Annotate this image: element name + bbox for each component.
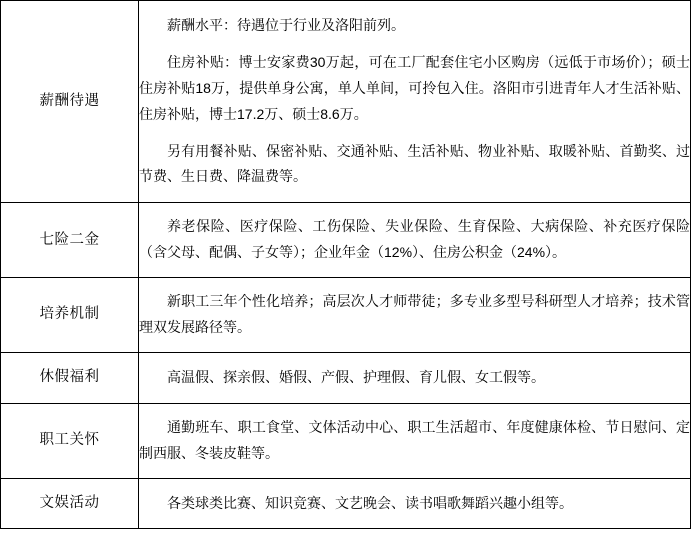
row-label-holiday: 休假福利 [1,352,139,403]
row-label-compensation: 薪酬待遇 [1,1,139,203]
paragraph: 高温假、探亲假、婚假、产假、护理假、育儿假、女工假等。 [167,368,545,385]
row-content-care [139,403,691,478]
row-label-training: 培养机制 [1,278,139,353]
paragraph: 薪酬水平：待遇位于行业及洛阳前列。 [167,17,405,33]
table-row [1,478,691,529]
row-label-care: 职工关怀 [1,403,139,478]
paragraph: 另有用餐补贴、保密补贴、交通补贴、生活补贴、物业补贴、取暖补贴、首勤奖、过节费、生日费、降温费等。 [139,142,690,185]
row-content-culture [139,478,691,529]
paragraph: 各类球类比赛、知识竞赛、文艺晚会、读书唱歌舞蹈兴趣小组等。 [167,494,573,511]
paragraph: 通勤班车、职工食堂、文体活动中心、职工生活超市、年度健康体检、节日慰问、定制西服、冬装皮鞋等。 [139,418,690,461]
table-row [1,1,691,203]
row-label-insurance: 七险二金 [1,203,139,278]
row-content-compensation [139,1,691,203]
table-row [1,352,691,403]
table-body [1,1,691,529]
paragraph: 住房补贴：博士安家费30万起，可在工厂配套住宅小区购房（远低于市场价）；硕士住房补贴18万，提供单身公寓，单人单间，可拎包入住。洛阳市引进青年人才生活补贴、住房补贴，博士17.2万、硕士8.6万。 [139,53,690,122]
table-row [1,403,691,478]
table-row [1,203,691,278]
row-content-holiday [139,352,691,403]
table-row [1,278,691,353]
row-label-culture: 文娱活动 [1,478,139,529]
row-content-training [139,278,691,353]
row-content-insurance [139,203,691,278]
paragraph: 新职工三年个性化培养；高层次人才师带徒；多专业多型号科研型人才培养；技术管理双发展路径等。 [139,293,690,336]
paragraph: 养老保险、医疗保险、工伤保险、失业保险、生育保险、大病保险、补充医疗保险（含父母、配偶、子女等）；企业年金（12%）、住房公积金（24%）。 [139,218,690,261]
